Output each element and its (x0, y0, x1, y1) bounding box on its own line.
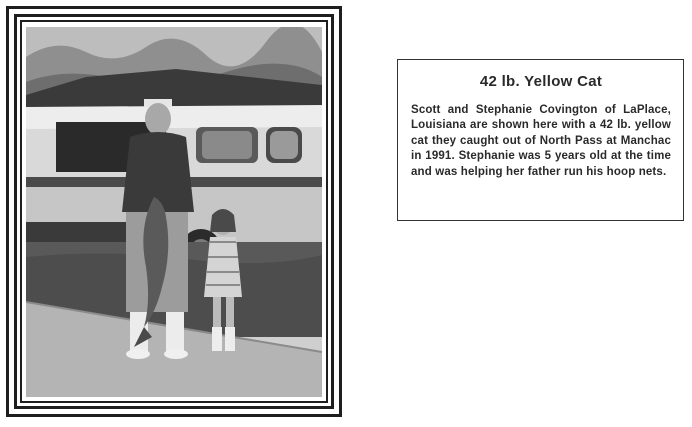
caption-title: 42 lb. Yellow Cat (479, 73, 603, 90)
photo-illustration (26, 27, 322, 397)
photograph (26, 27, 322, 397)
caption-body: Scott and Stephanie Covington of LaPlace, Louisiana are shown here with a 42 lb. yellow cat they caught out of North Pass at Manchac in 1991. Stephanie was 5 years old at the time and was helping her father run his hoop nets. (411, 104, 671, 178)
photo-frame (6, 6, 342, 417)
caption-box (397, 59, 684, 221)
